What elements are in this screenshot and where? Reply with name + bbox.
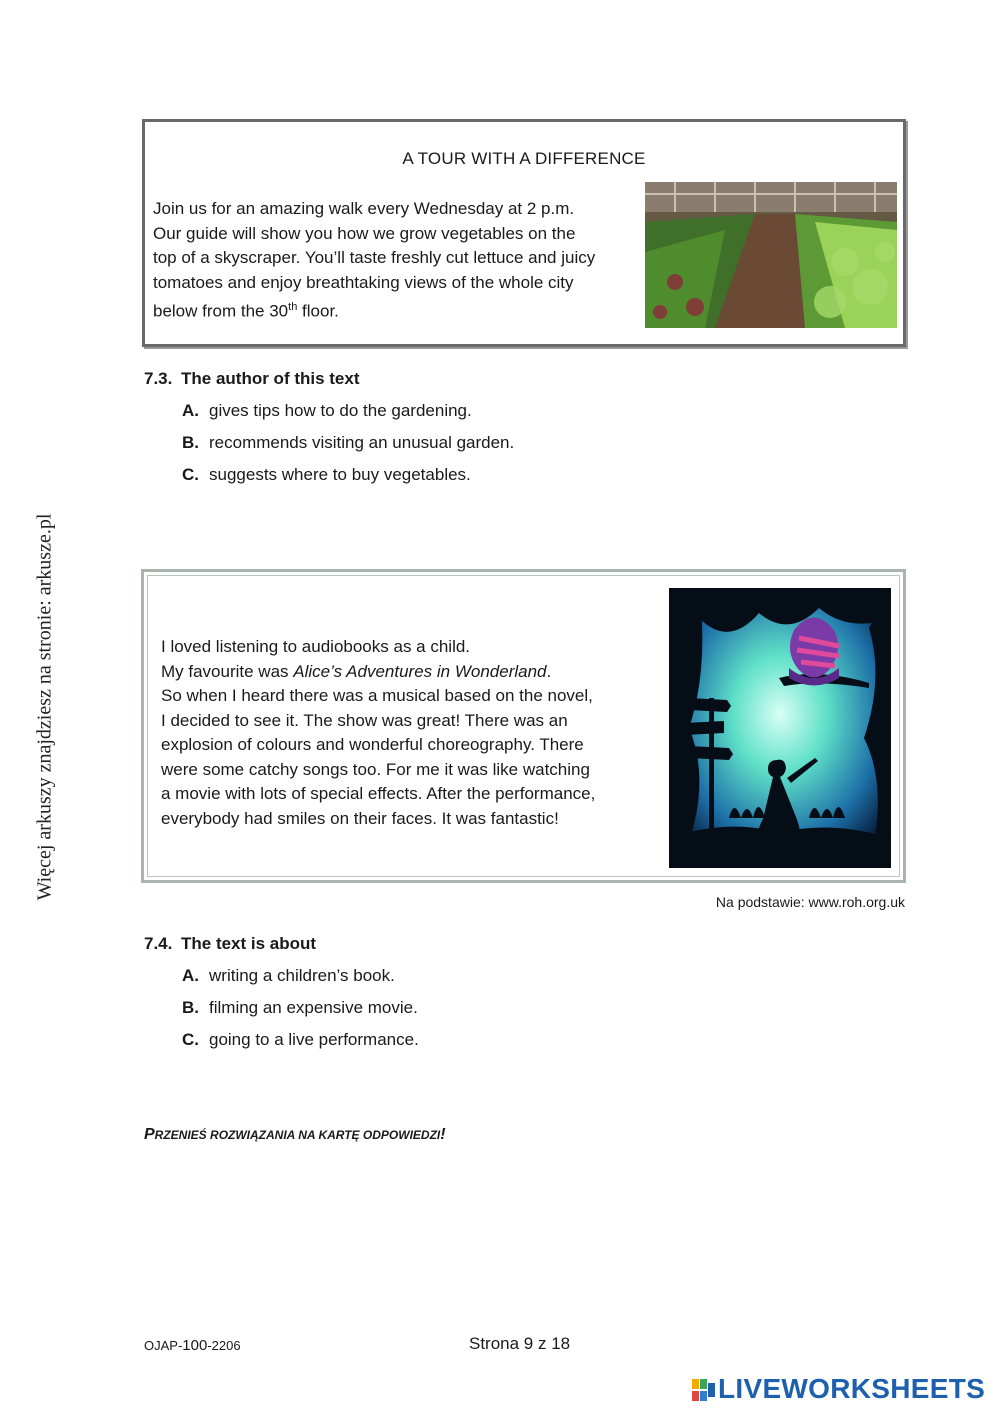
exam-code: OJAP-100-2206 <box>144 1337 241 1354</box>
text-line: everybody had smiles on their faces. It was fantastic! <box>161 808 559 828</box>
text-line: My favourite was Alice’s Adventures in Wonderland. <box>161 661 552 681</box>
text-line: I loved listening to audiobooks as a child. <box>161 637 471 656</box>
liveworksheets-logo-text: LIVEWORKSHEETS <box>718 1373 986 1404</box>
answer-option-a[interactable]: A. gives tips how to do the gardening. <box>182 401 472 420</box>
question-7-4: 7.4. The text is about <box>144 934 317 953</box>
garden-photo <box>645 182 897 328</box>
text-line: Join us for an amazing walk every Wednesday at 2 p.m. <box>153 199 575 218</box>
text-line: I decided to see it. The show was great! There was an <box>161 710 568 730</box>
transfer-instruction: PRZENIEŚ ROZWIĄZANIA NA KARTĘ ODPOWIEDZI! <box>144 1126 446 1143</box>
text-box-review <box>141 569 906 883</box>
answer-option-c[interactable]: C. going to a live performance. <box>182 1030 419 1049</box>
text-line: Our guide will show you how we grow vegetables on the <box>153 223 576 243</box>
answer-option-c[interactable]: C. suggests where to buy vegetables. <box>182 465 471 484</box>
text-line: top of a skyscraper. You’ll taste freshly cut lettuce and juicy <box>153 248 596 267</box>
question-7-3: 7.3. The author of this text <box>144 369 360 388</box>
side-watermark-text: Więcej arkuszy znajdziesz na stronie: arkusze.pl <box>33 513 56 901</box>
liveworksheets-logo-icon <box>692 1379 716 1401</box>
text-title: A TOUR WITH A DIFFERENCE <box>402 149 646 168</box>
text-box-tour <box>142 119 906 347</box>
text-line: a movie with lots of special effects. After the performance, <box>161 784 596 803</box>
text-line: So when I heard there was a musical based on the novel, <box>161 686 593 705</box>
page-number: Strona 9 z 18 <box>469 1334 571 1353</box>
book-title: Alice’s Adventures in Wonderland <box>293 661 547 681</box>
text-body <box>161 635 661 831</box>
text-line: explosion of colours and wonderful choreography. There <box>161 735 584 754</box>
answer-option-b[interactable]: B. recommends visiting an unusual garden. <box>182 433 515 452</box>
text-line: below from the 30th floor. <box>153 301 339 321</box>
alice-silhouette-image <box>669 588 891 868</box>
answer-option-b[interactable]: B. filming an expensive movie. <box>182 998 418 1017</box>
text-line: tomatoes and enjoy breathtaking views of the whole city <box>153 272 574 292</box>
text-body <box>153 197 643 324</box>
text-line: were some catchy songs too. For me it was like watching <box>161 759 590 779</box>
source-citation: Na podstawie: www.roh.org.uk <box>715 894 905 910</box>
answer-option-a[interactable]: A. writing a children’s book. <box>182 966 395 985</box>
